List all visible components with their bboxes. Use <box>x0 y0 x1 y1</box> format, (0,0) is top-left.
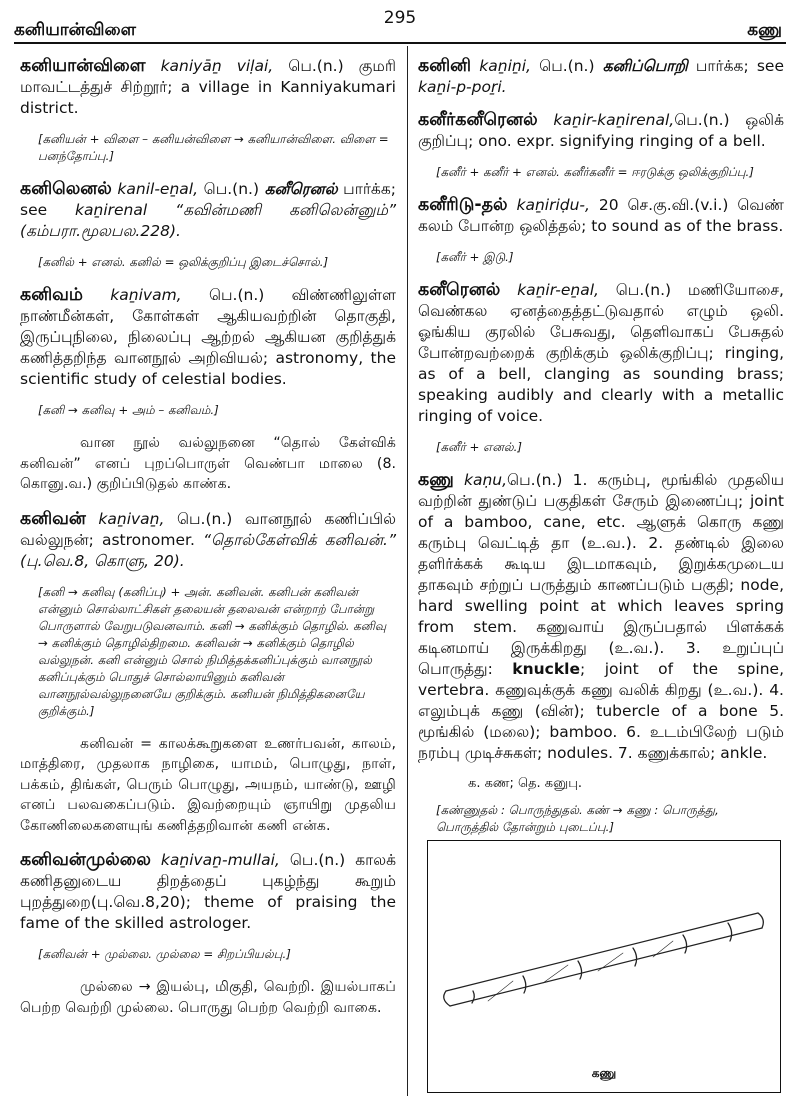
definition-continued: ; joint of the spine, vertebra. கணுவுக்குக் கணு வலிக் கிறது (உ.வ.). 4. எலும்புக் கணு (வின்); tubercle of a bone 5. மூங்கில் (மலை); bamboo. 6. உடம்பிலேற் படும் நரம்பு முடிச்சுகள்; nodules. 7. கணுக்கால்; ankle. <box>418 660 784 762</box>
quotation: “கவின்மணி கனிலென்னும்” (கம்பரா.மூலபல.228). <box>20 201 396 240</box>
headword: கனினி <box>418 56 472 76</box>
part-of-speech: பெ.(n.) <box>289 851 346 869</box>
part-of-speech: பெ.(n.) <box>176 509 233 528</box>
definition: விண்ணிலுள்ள நாண்மீன்கள், கோள்கள் ஆகியவற்றின் தொகுதி, இருப்புநிலை, நிலைப்பு ஆற்றல் ஆகியன குறித்துக் கணித்தறிந்த வானநூல் அறிவியல்; astronomy, the scientific study of celestial bodies. <box>20 286 396 388</box>
etymology: [கனிவன் + முல்லை. முல்லை = சிறப்பியல்பு.] <box>38 947 291 961</box>
transliteration: kaṉir-eṉal, <box>517 281 599 299</box>
transliteration: kaṉiṉi, <box>479 57 531 75</box>
definition: மணியோசை, வெண்கல ஏனத்தைத்தட்டுவதால் எழும் ஒலி. ஓங்கிய குரலில் பேசுவது, தெளிவாகப் பேசுதல் போன்றவற்றைக் குறிக்கும் ஒலிக்குறிப்பு; ringing, as of a bell, clanging as sounding brass; speaking audibly and clearly with a metallic ringing of voice. <box>418 281 784 425</box>
headword: கனிவன்முல்லை <box>20 850 151 870</box>
entry-kaniyan-vilai <box>20 56 396 119</box>
cross-reference-headword: கனிப்பொறி <box>602 57 688 75</box>
etymology: [கனி → கனிவு (கனிப்பு) + அன். கனிவன். கனிபன் கனிவன் என்னும் சொல்லாட்சிகள் தலையன் தலைவன் என்றாற் போன்று பொருளால் வேறுபடுவனவாம். கனி → கனிக்கும் தொழில். கனிவு → கனிக்கும் தொழில்திறமை. கனிவன் → கனிக்கும் தொழில் வல்லுநன். கனி என்னும் சொல் நிமித்தக்கனிப்புக்கும் வானநூல் கனிப்புக்கும் பொதுச் சொல்லாயினும் கனிவன் வானநூல்வல்லுநனையே குறிக்கும். கனியன் நிமித்திகனையே குறிக்கும்.] <box>38 584 387 718</box>
bamboo-node <box>472 991 474 1003</box>
bamboo-node <box>633 948 637 966</box>
entry-kanivan <box>20 509 396 572</box>
etymology: [கண்ணுதல் : பொருந்துதல். கண் → கணு : பொருத்து, பொருத்தில் தோன்றும் புடைப்பு.] <box>436 803 719 834</box>
bamboo-edge-top <box>446 913 758 991</box>
transliteration: kaṉivaṉ, <box>98 509 165 528</box>
part-of-speech: பெ.(n.) <box>615 281 672 299</box>
entry-kanil-enal <box>20 179 396 242</box>
entry-kanivan-mullai <box>20 850 396 934</box>
guide-word-right: கணு <box>747 20 782 40</box>
usage-note: கனிவன் = காலக்கூறுகளை உணர்பவன், காலம், மாத்திரை, முதலாக நாழிகை, யாமம், பொழுது, நாள், பக்கம், திங்கள், பெரும் பொழுது, அயநம், யாண்டு, ஊழி எனப் பலவகைப்படும். இவற்றையும் ஞாயிறு முதலிய கோணிலைகளையுங் கணித்தறிவான் கணி என்க. <box>20 735 396 834</box>
guide-word-left: கனியான்விளை <box>14 20 136 40</box>
cross-reference-translit: kaṉi-p-poṟi. <box>418 78 507 96</box>
column-divider <box>407 46 408 1096</box>
bamboo-end <box>758 913 763 928</box>
etymology: [கனீர் + இடு.] <box>436 250 514 264</box>
entry-kanir-kanirenal <box>418 110 784 152</box>
headword: கனீர்கனீரெனல் <box>418 110 538 130</box>
bamboo-illustration <box>427 840 781 1093</box>
usage-note: முல்லை → இயல்பு, மிகுதி, வெற்றி. இயல்பாகப் பெற்ற வெற்றி முல்லை. பொருது பெற்ற வெற்றி வாகை. <box>20 979 396 1016</box>
definition: வானநூல் கணிப்பில் வல்லுநன்; astronomer. <box>20 509 396 549</box>
left-column <box>20 56 396 1092</box>
definition: ஒலிக் குறிப்பு; ono. expr. signifying ringing of a bell. <box>418 111 784 150</box>
part-of-speech: 20 செ.கு.வி.(v.i.) <box>598 196 729 214</box>
transliteration: kaṉir-kaṉirenal, <box>553 111 675 129</box>
headword: கனிவம் <box>20 285 83 305</box>
bamboo-node <box>523 976 526 993</box>
cross-reference-headword: கனீரெனல் <box>264 180 338 198</box>
bamboo-drawing <box>428 841 779 1091</box>
etymology: [கனீர் + கனீர் + எனல். கனீர்கனீர் = ஈரடுக்கு ஒலிக்குறிப்பு.] <box>436 165 754 179</box>
transliteration: kanil-eṉal, <box>117 180 199 198</box>
see-text: பார்க்க; see <box>687 57 784 75</box>
cross-reference-translit: kaṉirenal <box>75 201 148 219</box>
cognates: க. கண; தெ. கனுபு. <box>468 776 583 791</box>
entry-kanivam <box>20 285 396 390</box>
headword: கனிவன் <box>20 508 86 529</box>
definition: வெண் கலம் போன்ற ஒலித்தல்; to sound as of the brass. <box>418 196 784 235</box>
definition: 1. கரும்பு, மூங்கில் முதலிய வற்றின் துண்டுப் பகுதிகள் சேரும் இணைப்பு; joint of a bamboo, cane, etc. ஆளுக் கொரு கணு கரும்பு வெட்டித் தா (உ.வ.). 2. தண்டில் இலை தளிர்க்கக் கூடிய இடமாகவும், இறுக்கமுடைய தாகவும் சற்றுப் பருத்தும் காணப்படும் பகுதி; node, hard swelling point at which leaves spring from stem. கணுவாய் இருப்பதால் பிளக்கக் கடினமாய் இருக்கிறது (உ.வ.). 3. உறுப்புப் பொருத்து: <box>418 471 784 678</box>
part-of-speech: பெ.(n.) <box>208 286 265 304</box>
etymology: [கனில் + எனல். கனில் = ஒலிக்குறிப்பு இடைச்சொல்.] <box>38 255 329 269</box>
transliteration: kaṉivaṉ-mullai, <box>160 851 280 869</box>
transliteration: kaṉiriḍu-, <box>516 196 590 214</box>
transliteration: kaniyāṉ viḷai, <box>160 57 274 75</box>
etymology: [கனி → கனிவு + அம் – கனிவம்.] <box>38 403 219 417</box>
bamboo-node <box>728 923 732 941</box>
page-header <box>0 0 800 44</box>
entry-kanu <box>418 470 784 764</box>
part-of-speech: பெ.(n.) <box>507 471 563 489</box>
transliteration: kaṇu, <box>463 471 508 489</box>
definition: குமரி மாவட்டத்துச் சிற்றூர்; a village in Kanniyakumari district. <box>20 57 396 117</box>
headword: கனியான்விளை <box>20 56 146 76</box>
part-of-speech: பெ.(n.) <box>203 180 260 198</box>
transliteration: kaṉivam, <box>110 286 182 304</box>
part-of-speech: பெ.(n.) <box>288 57 344 75</box>
page-number: 295 <box>383 8 417 28</box>
quotation: “தொல்கேள்விக் கனிவன்.” (பு.வெ.8, கொளு, 20). <box>20 530 396 570</box>
bamboo-node <box>578 961 582 979</box>
bamboo-grain <box>488 941 673 1001</box>
header-rule <box>14 42 786 44</box>
bamboo-node <box>683 935 687 953</box>
etymology: [கனியன் + விளை – கனியன்விளை → கனியான்விளை. விளை = பனந்தோப்பு.] <box>38 132 389 163</box>
entry-kanini <box>418 56 784 98</box>
part-of-speech: பெ.(n.) <box>539 57 595 75</box>
part-of-speech: பெ.(n.) <box>674 111 730 129</box>
etymology: [கனீர் + எனல்.] <box>436 440 522 454</box>
see-text: பார்க்க; see <box>20 180 396 219</box>
entry-kanir-enal <box>418 280 784 427</box>
bamboo-end <box>444 991 450 1006</box>
definition: காலக் கணிதனுடைய திறத்தைப் புகழ்ந்து கூறும் புறத்துறை(பு.வெ.8,20); theme of praising the fame of the skilled astrologer. <box>20 851 396 932</box>
headword: கனீரெனல் <box>418 280 501 300</box>
headword: கனிலெனல் <box>20 179 112 199</box>
usage-note: வான நூல் வல்லுநனை “தொல் கேள்விக் கனிவன்” எனப் புறப்பொருள் வெண்பா மாலை (8. கொனு.வ.) குறிப்பிடுதல் காண்க. <box>20 435 396 492</box>
headword: கனீரிடு-தல் <box>418 195 508 215</box>
figure-caption: கணு <box>591 1066 617 1080</box>
knuckle-term: knuckle <box>512 660 580 678</box>
entry-kaniridu-tal <box>418 195 784 237</box>
headword: கணு <box>418 470 454 490</box>
